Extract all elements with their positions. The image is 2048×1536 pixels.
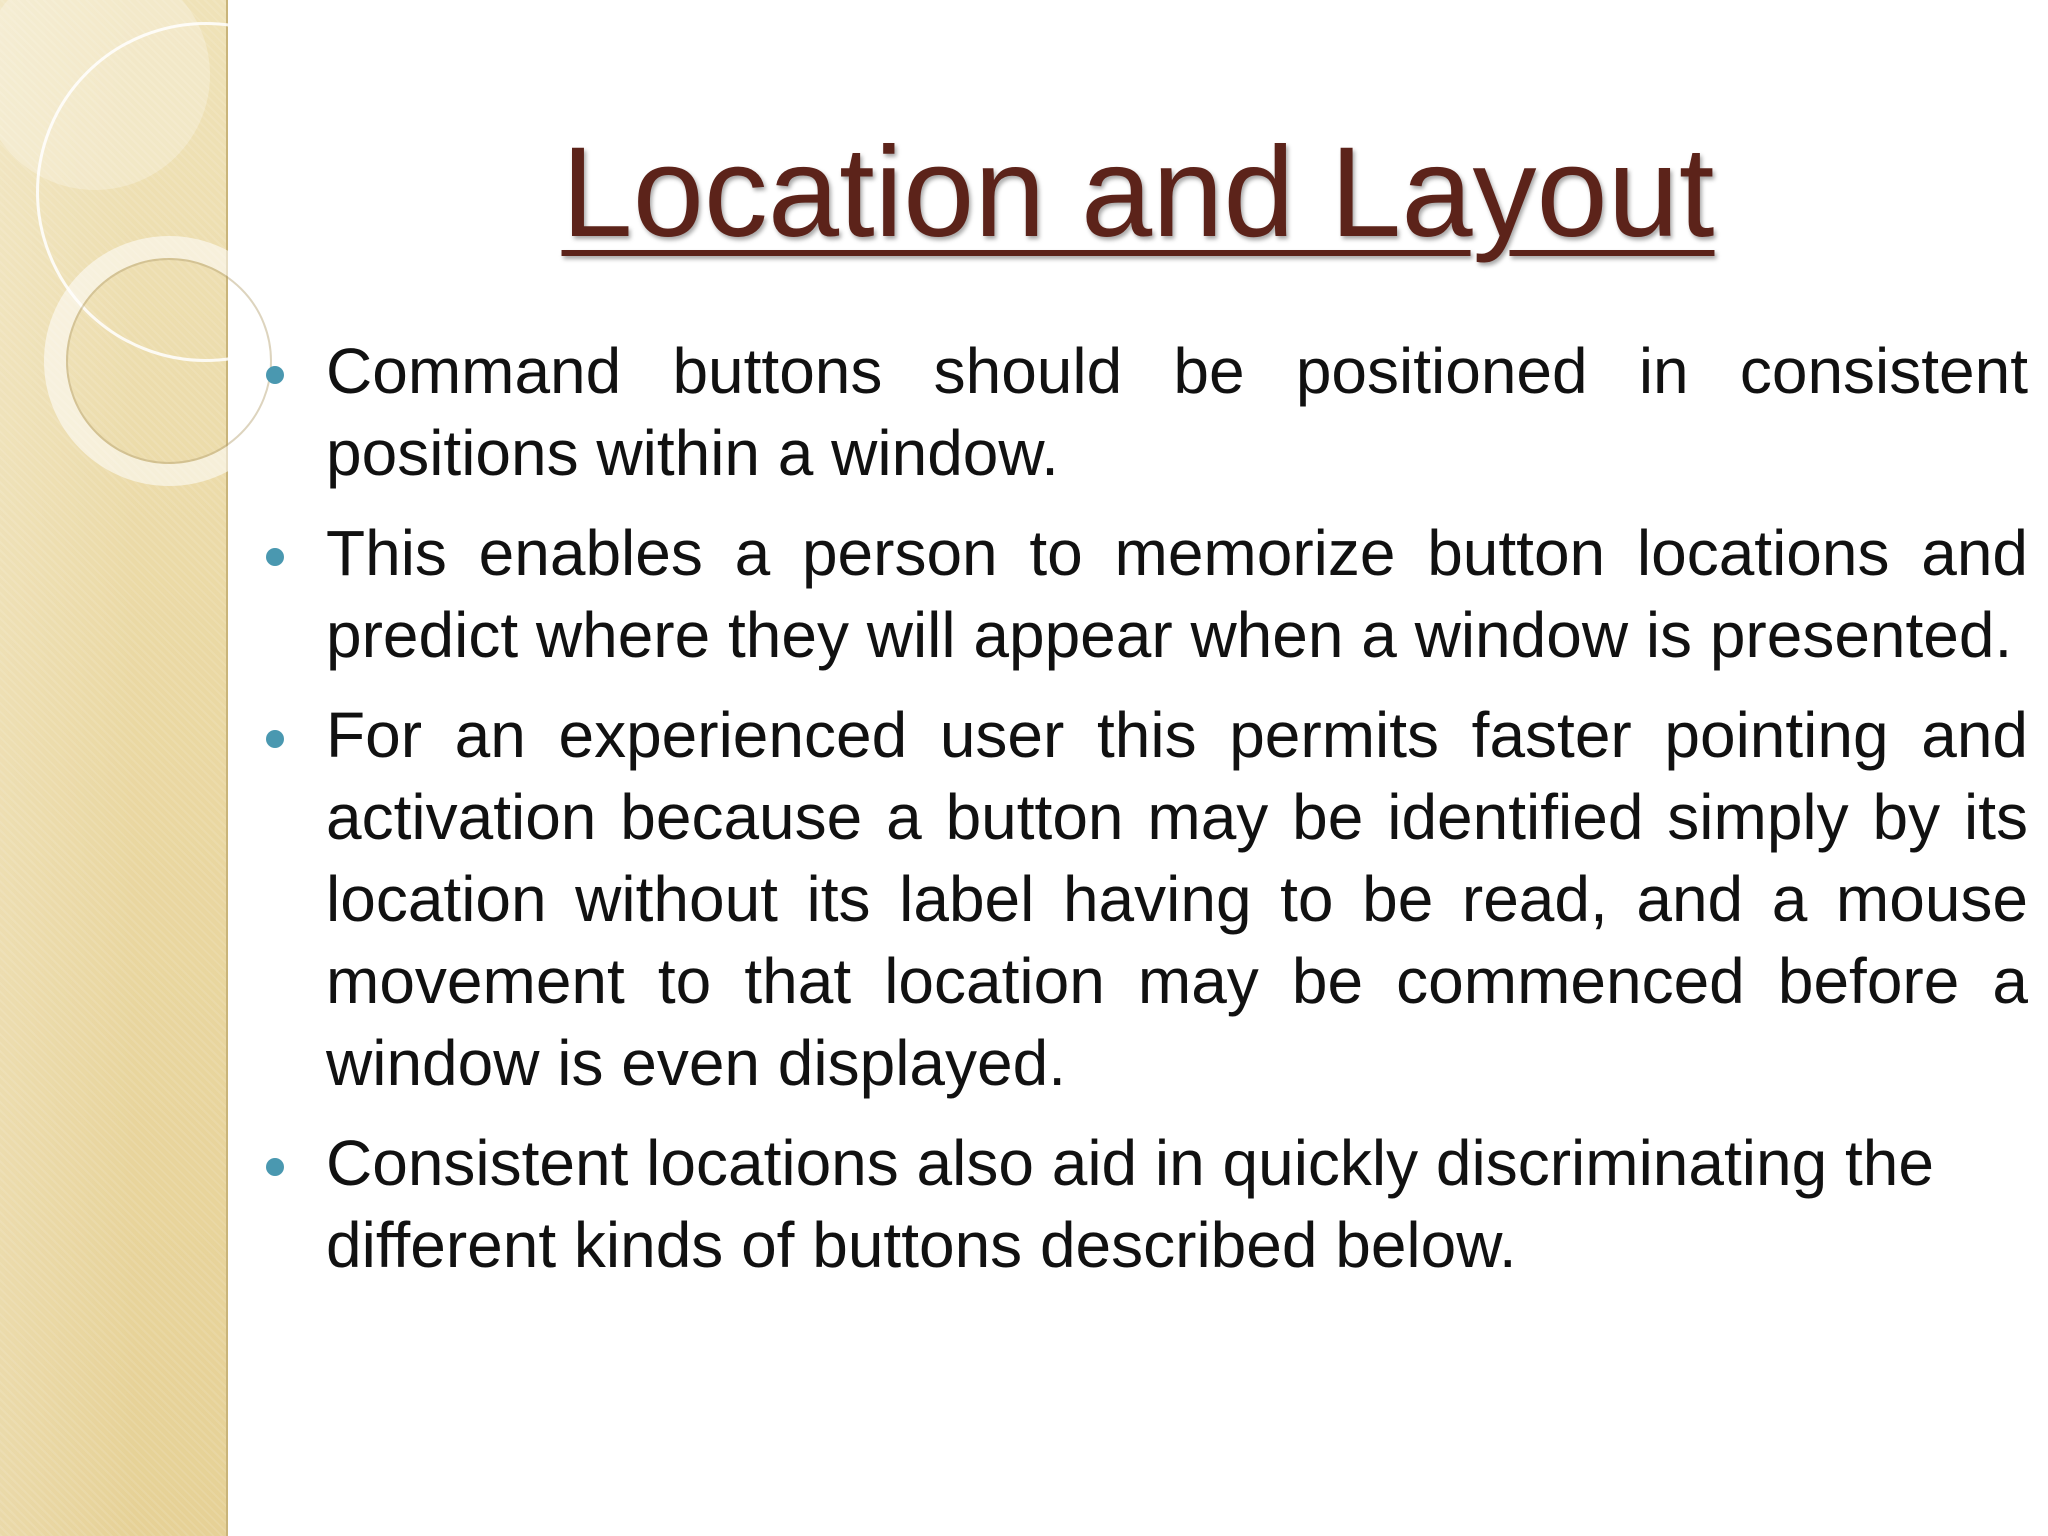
bullet-item <box>250 1122 2026 1286</box>
bullet-text: This enables a person to memorize button locations and predict where they will appear when a window is presented. <box>326 517 2028 671</box>
bullet-text: Command buttons should be positioned in consistent positions within a window. <box>326 335 2028 489</box>
bullet-list <box>250 330 2028 1304</box>
bullet-dot-icon <box>266 548 284 566</box>
bullet-text: For an experienced user this permits faster pointing and activation because a button may be identified simply by its location without its label having to be read, and a mouse movement to that location may be commenced before a window is even displayed. <box>326 699 2028 1099</box>
bullet-dot-icon <box>266 730 284 748</box>
bullet-item <box>250 330 2028 494</box>
decorative-ring-inner <box>66 258 272 464</box>
bullet-text: Consistent locations also aid in quickly discriminating the different kinds of buttons described below. <box>326 1127 1934 1281</box>
bullet-dot-icon <box>266 1158 284 1176</box>
slide-title: Location and Layout <box>561 121 1715 264</box>
bullet-item <box>250 512 2028 676</box>
bullet-item <box>250 694 2028 1104</box>
bullet-dot-icon <box>266 366 284 384</box>
